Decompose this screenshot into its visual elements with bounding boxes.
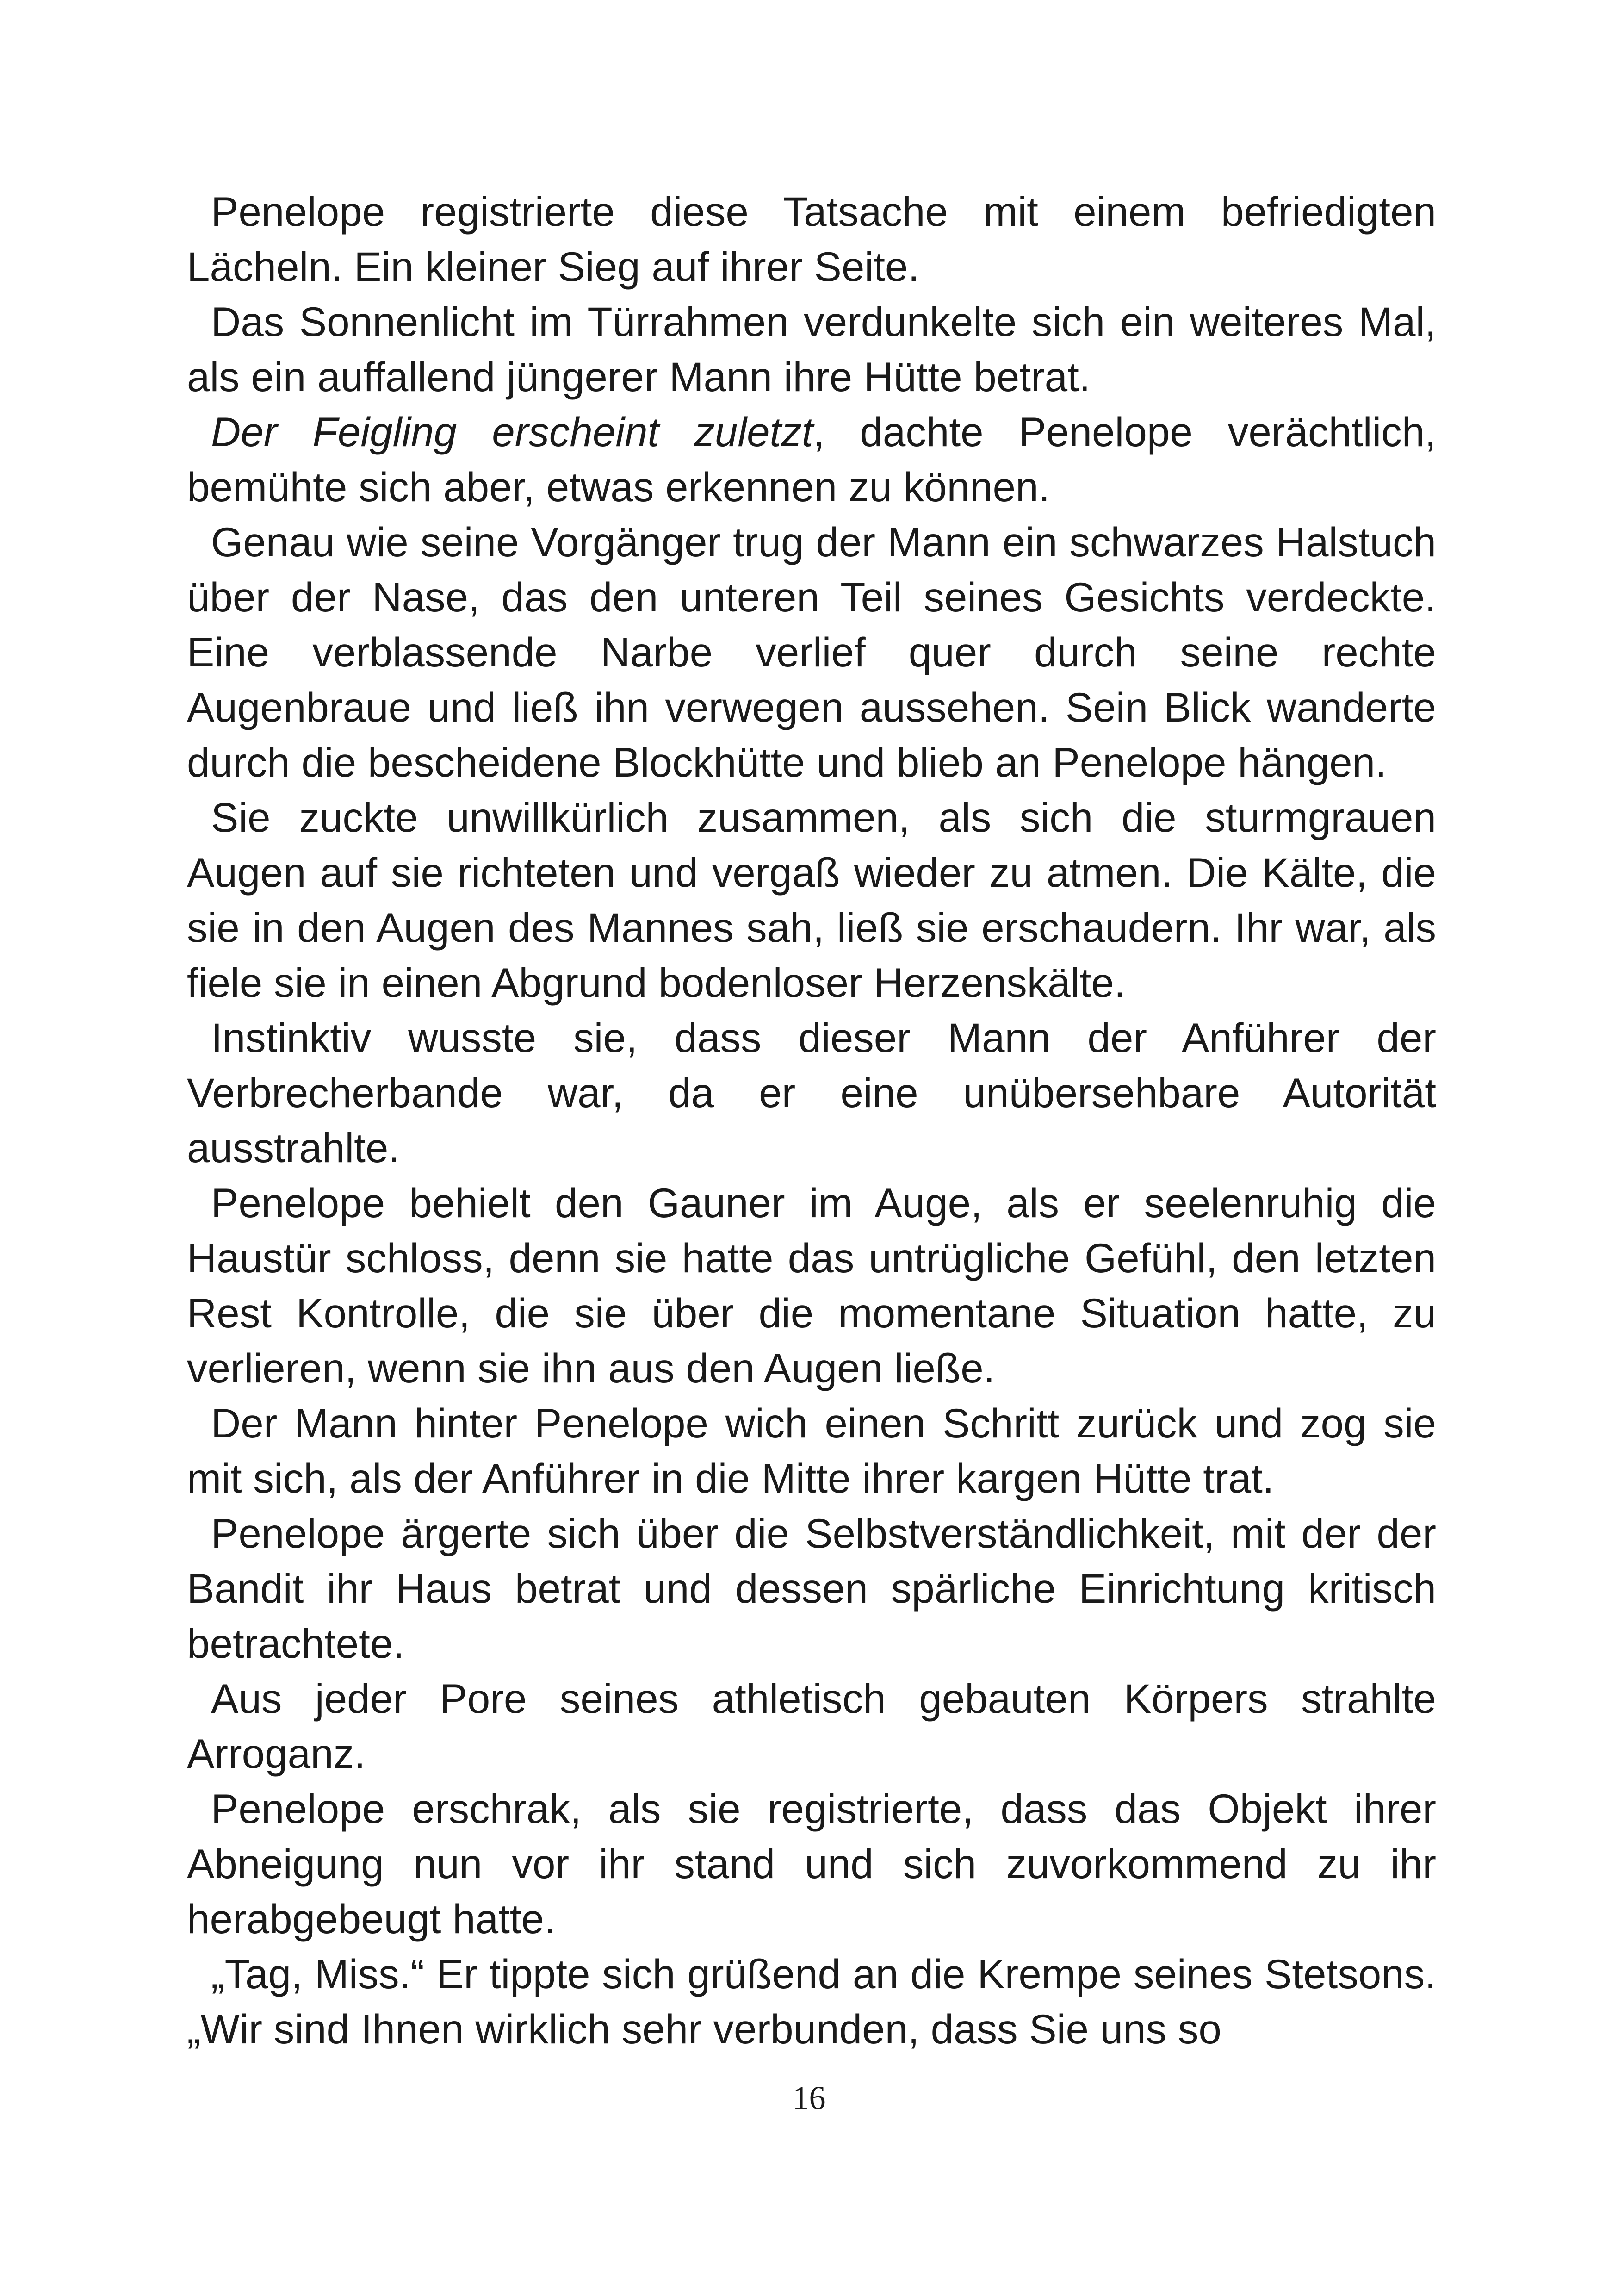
paragraph-text: Instinktiv wusste sie, dass dieser Mann der Anführer der Verbrecherbande war, da er eine unübersehbare Autorität ausstrahlte. (187, 1014, 1436, 1171)
paragraph (187, 1010, 1436, 1176)
paragraph-text: Sie zuckte unwillkürlich zusammen, als sich die sturmgrauen Augen auf sie richteten und vergaß wieder zu atmen. Die Kälte, die sie in den Augen des Mannes sah, ließ sie erschaudern. Ihr war, als fiele sie in einen Abgrund bodenloser Herzenskälte. (187, 794, 1436, 1006)
paragraph (187, 1947, 1436, 2057)
page-number: 16 (792, 2079, 826, 2116)
italic-thought: Der Feigling erscheint zuletzt (211, 409, 813, 455)
paragraph-text: Penelope behielt den Gauner im Auge, als er seelenruhig die Haustür schloss, denn sie hatte das untrügliche Gefühl, den letzten Rest Kontrolle, die sie über die momentane Situation hatte, zu verlieren, wenn sie ihn aus den Augen ließe. (187, 1180, 1436, 1391)
body-text (187, 184, 1436, 2057)
paragraph (187, 294, 1436, 404)
paragraph (187, 790, 1436, 1010)
paragraph (187, 1506, 1436, 1671)
paragraph (187, 1671, 1436, 1781)
paragraph (187, 184, 1436, 294)
paragraph (187, 1176, 1436, 1396)
paragraph-text: Der Mann hinter Penelope wich einen Schritt zurück und zog sie mit sich, als der Anführer in die Mitte ihrer kargen Hütte trat. (187, 1400, 1436, 1501)
paragraph-text: „Tag, Miss.“ Er tippte sich grüßend an die Krempe seines Stetsons. „Wir sind Ihnen wirklich sehr verbunden, dass Sie uns so (187, 1951, 1436, 2052)
paragraph-text: , dachte Penelope verächtlich, bemühte sich aber, etwas erkennen zu können. (187, 409, 1436, 510)
paragraph-text: Aus jeder Pore seines athletisch gebauten Körpers strahlte Arroganz. (187, 1675, 1436, 1777)
paragraph-text: Das Sonnenlicht im Türrahmen verdunkelte sich ein weiteres Mal, als ein auffallend jüngerer Mann ihre Hütte betrat. (187, 299, 1436, 400)
paragraph-text: Penelope erschrak, als sie registrierte, dass das Objekt ihrer Abneigung nun vor ihr stand und sich zuvorkommend zu ihr herabgebeugt hatte. (187, 1786, 1436, 1942)
paragraph (187, 1396, 1436, 1506)
paragraph (187, 404, 1436, 515)
paragraph-text: Penelope registrierte diese Tatsache mit einem befriedigten Lächeln. Ein kleiner Sieg auf ihrer Seite. (187, 188, 1436, 290)
paragraph (187, 515, 1436, 790)
paragraph (187, 1781, 1436, 1947)
paragraph-text: Genau wie seine Vorgänger trug der Mann ein schwarzes Halstuch über der Nase, das den unteren Teil seines Gesichts verdeckte. Eine verblassende Narbe verlief quer durch seine rechte Augenbraue und ließ ihn verwegen aussehen. Sein Blick wanderte durch die bescheidene Blockhütte und blieb an Penelope hängen. (187, 519, 1436, 785)
paragraph-text: Penelope ärgerte sich über die Selbstverständlichkeit, mit der der Bandit ihr Haus betrat und dessen spärliche Einrichtung kritisch betrachtete. (187, 1510, 1436, 1667)
